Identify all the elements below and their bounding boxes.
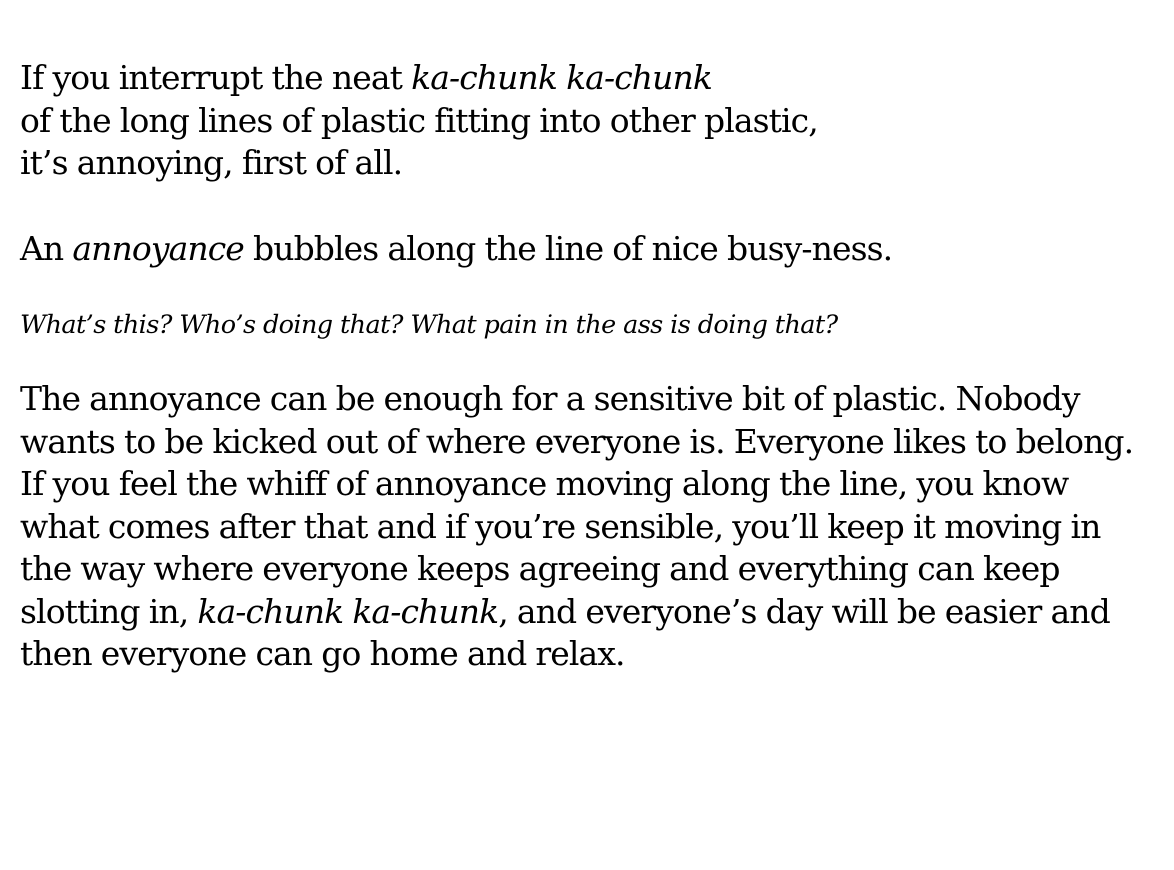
stanza-4-line-7: then everyone can go home and relax. xyxy=(20,634,625,673)
stanza-1 xyxy=(20,57,1170,185)
stanza-4 xyxy=(20,378,1170,676)
stanza-4-line-5: the way where everyone keeps agreeing and everything can keep xyxy=(20,549,1060,588)
stanza-4-line-6-pre: slotting in, xyxy=(20,591,198,631)
stanza-4-line-1: The annoyance can be enough for a sensitive bit of plastic. Nobody xyxy=(20,379,1080,418)
stanza-gap xyxy=(20,270,1170,308)
stanza-2-text-post: bubbles along the line of nice busy-ness. xyxy=(243,228,893,268)
stanza-1-line-3: it’s annoying, first of all. xyxy=(20,143,403,182)
stanza-4-line-6-post: , and everyone’s day will be easier and xyxy=(498,591,1110,631)
stanza-2 xyxy=(20,228,1170,271)
stanza-gap xyxy=(20,185,1170,228)
stanza-1-line-1-italic: ka-chunk ka-chunk xyxy=(411,58,712,97)
stanza-4-line-6-italic: ka-chunk ka-chunk xyxy=(197,591,499,631)
poem-text xyxy=(20,57,1170,676)
stanza-2-text-pre: An xyxy=(20,228,73,268)
stanza-2-italic: annoyance xyxy=(72,228,244,268)
stanza-4-line-6 xyxy=(20,591,1170,634)
stanza-1-line-1 xyxy=(20,57,1170,100)
stanza-gap xyxy=(20,342,1170,378)
stanza-2-line-1 xyxy=(20,228,1170,271)
stanza-4-line-4: what comes after that and if you’re sensible, you’ll keep it moving in xyxy=(20,506,1101,546)
stanza-3-question: What’s this? Who’s doing that? What pain in the ass is doing that? xyxy=(20,310,838,340)
stanza-4-line-3: If you feel the whiff of annoyance moving along the line, you know xyxy=(20,464,1069,503)
stanza-1-line-2: of the long lines of plastic fitting into other plastic, xyxy=(20,100,818,140)
stanza-4-line-2: wants to be kicked out of where everyone is. Everyone likes to belong. xyxy=(20,421,1134,461)
stanza-1-line-1-text: If you interrupt the neat xyxy=(20,58,412,97)
